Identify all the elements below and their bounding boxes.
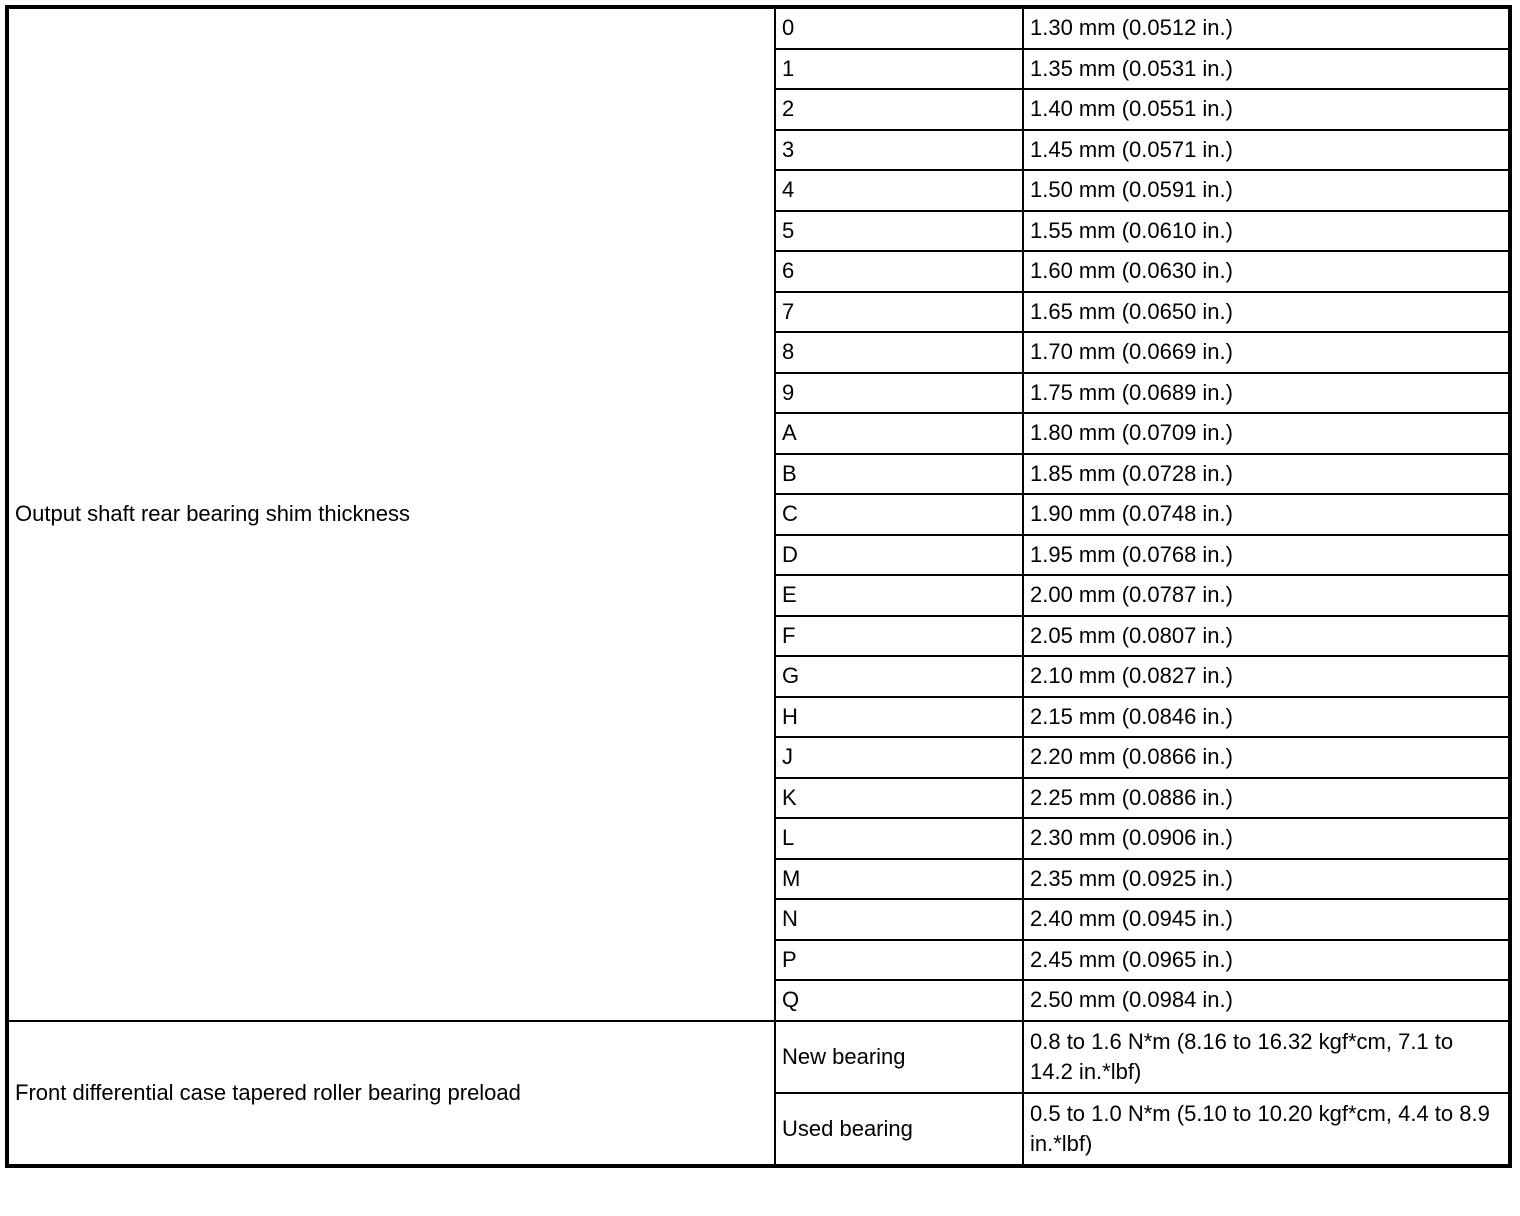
shim-thickness-value-cell: 2.35 mm (0.0925 in.) [1023,859,1510,900]
shim-code-cell: Q [775,980,1023,1021]
shim-thickness-value-cell: 2.45 mm (0.0965 in.) [1023,940,1510,981]
shim-thickness-value-cell: 2.10 mm (0.0827 in.) [1023,656,1510,697]
shim-code-cell: 9 [775,373,1023,414]
shim-code-cell: 4 [775,170,1023,211]
bearing-preload-label: Front differential case tapered roller bearing preload [7,1021,775,1166]
shim-thickness-value-cell: 2.50 mm (0.0984 in.) [1023,980,1510,1021]
shim-code-cell: 6 [775,251,1023,292]
shim-thickness-value-cell: 2.20 mm (0.0866 in.) [1023,737,1510,778]
shim-code-cell: A [775,413,1023,454]
shim-thickness-value-cell: 1.65 mm (0.0650 in.) [1023,292,1510,333]
shim-code-cell: 0 [775,7,1023,49]
shim-code-cell: 7 [775,292,1023,333]
preload-condition-cell: New bearing [775,1021,1023,1093]
shim-code-cell: 3 [775,130,1023,171]
shim-code-cell: 1 [775,49,1023,90]
shim-code-cell: E [775,575,1023,616]
shim-code-cell: L [775,818,1023,859]
shim-thickness-value-cell: 2.00 mm (0.0787 in.) [1023,575,1510,616]
shim-thickness-value-cell: 1.40 mm (0.0551 in.) [1023,89,1510,130]
shim-thickness-value-cell: 2.25 mm (0.0886 in.) [1023,778,1510,819]
shim-thickness-value-cell: 1.45 mm (0.0571 in.) [1023,130,1510,171]
preload-condition-cell: Used bearing [775,1093,1023,1166]
table-row [7,7,1510,49]
shim-code-cell: B [775,454,1023,495]
shim-thickness-label: Output shaft rear bearing shim thickness [7,7,775,1021]
shim-thickness-value-cell: 1.80 mm (0.0709 in.) [1023,413,1510,454]
shim-code-cell: K [775,778,1023,819]
spec-table-body [7,7,1510,1166]
shim-code-cell: F [775,616,1023,657]
shim-code-cell: J [775,737,1023,778]
shim-thickness-value-cell: 1.90 mm (0.0748 in.) [1023,494,1510,535]
spec-table [5,5,1512,1168]
shim-thickness-value-cell: 2.15 mm (0.0846 in.) [1023,697,1510,738]
preload-value-cell: 0.8 to 1.6 N*m (8.16 to 16.32 kgf*cm, 7.1 to 14.2 in.*lbf) [1023,1021,1510,1093]
shim-thickness-value-cell: 1.50 mm (0.0591 in.) [1023,170,1510,211]
shim-code-cell: M [775,859,1023,900]
shim-thickness-value-cell: 2.30 mm (0.0906 in.) [1023,818,1510,859]
shim-code-cell: N [775,899,1023,940]
shim-thickness-value-cell: 1.55 mm (0.0610 in.) [1023,211,1510,252]
shim-thickness-value-cell: 2.05 mm (0.0807 in.) [1023,616,1510,657]
preload-value-cell: 0.5 to 1.0 N*m (5.10 to 10.20 kgf*cm, 4.4 to 8.9 in.*lbf) [1023,1093,1510,1166]
shim-code-cell: H [775,697,1023,738]
shim-thickness-value-cell: 1.35 mm (0.0531 in.) [1023,49,1510,90]
shim-code-cell: 5 [775,211,1023,252]
shim-code-cell: 8 [775,332,1023,373]
shim-thickness-value-cell: 2.40 mm (0.0945 in.) [1023,899,1510,940]
shim-thickness-value-cell: 1.85 mm (0.0728 in.) [1023,454,1510,495]
shim-code-cell: G [775,656,1023,697]
shim-code-cell: 2 [775,89,1023,130]
shim-code-cell: P [775,940,1023,981]
shim-thickness-value-cell: 1.70 mm (0.0669 in.) [1023,332,1510,373]
shim-thickness-value-cell: 1.30 mm (0.0512 in.) [1023,7,1510,49]
shim-code-cell: C [775,494,1023,535]
shim-thickness-value-cell: 1.60 mm (0.0630 in.) [1023,251,1510,292]
shim-thickness-value-cell: 1.95 mm (0.0768 in.) [1023,535,1510,576]
shim-thickness-value-cell: 1.75 mm (0.0689 in.) [1023,373,1510,414]
shim-code-cell: D [775,535,1023,576]
table-row [7,1021,1510,1093]
